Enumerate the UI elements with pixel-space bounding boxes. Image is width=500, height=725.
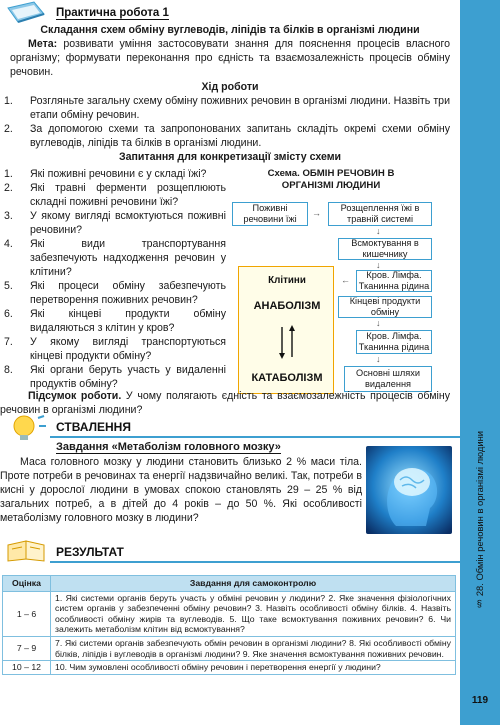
- tasks-cell: 10. Чим зумовлені особливості обміну речовин і перетворення енергії у людини?: [51, 661, 456, 675]
- cells-label: Клітини: [268, 275, 306, 286]
- updown-arrows-icon: [275, 323, 299, 361]
- arrow-down-icon: ↓: [376, 226, 381, 236]
- procedure-title: Хід роботи: [201, 80, 259, 93]
- arrow-down-icon: ↓: [376, 260, 381, 270]
- arrow-left-icon: ←: [341, 275, 350, 285]
- question-item: 8. Які органи беруть участь у видаленні продуктів обміну?: [4, 363, 226, 390]
- tasks-cell: 7. Які системи органів забезпечують обмін речовин в організмі людини? 8. Які особливості обміну білків, ліпідів і вуглеводів в організмі людини? 9. Яке значення всмоктування поживних речовин.: [51, 637, 456, 661]
- question-item: 5. Які процеси обміну забезпечують перетворення поживних речовин?: [4, 279, 226, 306]
- practical-work-header: [0, 0, 460, 24]
- scheme-box-blood-lymph: Кров. Лімфа. Тканинна рідина: [356, 270, 432, 292]
- procedure-item: 1. Розгляньте загальну схему обміну поживних речовин в організмі людини. Назвіть три етапи обміну речовин.: [4, 94, 450, 121]
- work-goal: [10, 38, 450, 80]
- creation-task-title: Завдання «Метаболізм головного мозку»: [56, 441, 281, 453]
- creation-section-bar: [0, 418, 460, 438]
- questions-list: [0, 168, 226, 392]
- procedure-list: [0, 95, 450, 151]
- scheme-box-excretion: Основні шляхи видалення: [344, 366, 432, 392]
- question-item: 3. У якому вигляді всмоктуються поживні речовини?: [4, 209, 226, 236]
- question-item: 7. У якому вигляді транспортуються кінцеві продукти обміну?: [4, 335, 226, 362]
- self-check-table: [2, 575, 456, 675]
- sidebar-chapter-label: § 28. Обмін речовин в організмі людини: [473, 430, 485, 610]
- table-row: [3, 591, 456, 636]
- scheme-box-digestion: Розщеплення їжі в травній системі: [328, 202, 432, 226]
- summary-label: Підсумок роботи.: [28, 390, 122, 402]
- questions-block: [0, 168, 226, 392]
- cells-frame: [238, 266, 334, 394]
- practical-work-title: Практична робота 1: [56, 7, 169, 19]
- goal-text: розвивати уміння застосовувати знання для пояснення процесів власного організму; формувати переконання про єдність та взаємозалежність процесів обміну речовин.: [10, 37, 450, 78]
- scheme-box-blood-lymph-2: Кров. Лімфа. Тканинна рідина: [356, 330, 432, 354]
- table-row: [3, 637, 456, 661]
- procedure-item: 2. За допомогою схеми та запропонованих запитань складіть окремі схеми обміну вуглеводів, ліпідів та білків в організмі людини.: [4, 122, 450, 149]
- scheme-box-absorption: Всмоктування в кишечнику: [338, 238, 432, 260]
- questions-title: Запитання для конкретизації змісту схеми: [118, 150, 342, 163]
- page-number: 119: [471, 694, 489, 706]
- section-divider: [50, 436, 460, 438]
- summary-text: У чому полягають єдність та взаємозалежність процесів обміну речовин в організмі людини?: [0, 390, 450, 416]
- arrow-right-icon: →: [312, 208, 321, 218]
- anabolism-label: АНАБОЛІЗМ: [253, 300, 321, 312]
- arrow-down-icon: ↓: [376, 354, 381, 364]
- table-header-row: [3, 576, 456, 592]
- catabolism-label: КАТАБОЛІЗМ: [251, 372, 323, 384]
- scheme-title: Схема. ОБМІН РЕЧОВИН В ОРГАНІЗМІ ЛЮДИНИ: [267, 168, 395, 191]
- question-item: 2. Які травні ферменти розщеплюють складні поживні речовини їжі?: [4, 181, 226, 208]
- open-book-icon: [4, 535, 48, 563]
- arrow-down-icon: ↓: [376, 318, 381, 328]
- creation-section-title: СТВАЛЕННЯ: [56, 420, 131, 434]
- col-grade: Оцінка: [3, 576, 51, 592]
- scheme-box-nutrients: Поживні речовини їжі: [232, 202, 308, 226]
- table-row: [3, 661, 456, 675]
- grade-cell: 1 – 6: [3, 591, 51, 636]
- page-sidebar: [460, 0, 500, 725]
- tasks-cell: 1. Які системи органів беруть участь у обміні речовин у людини? 2. Яке значення фізіологічних систем органів у забезпеченні обміну речовин? 3. Назвіть особливості обміну білків. 4. Назвіть особливості обміну жирів та вуглеводів. 5. Що таке всмоктування поживних речовин? 6. Чи залежить метаболізм клітин від всмоктування?: [51, 591, 456, 636]
- question-item: 6. Які кінцеві продукти обміну видаляються з клітин у кров?: [4, 307, 226, 334]
- self-check-table-wrap: [2, 575, 456, 675]
- question-item: 1. Які поживні речовини є у складі їжі?: [4, 168, 207, 180]
- scheme-box-end-products: Кінцеві продукти обміну: [338, 296, 432, 318]
- lightbulb-icon: [4, 414, 48, 442]
- section-divider: [50, 561, 460, 563]
- work-subtitle: Складання схем обміну вуглеводів, ліпідів та білків в організмі людини: [40, 24, 420, 36]
- result-section-bar: [0, 543, 460, 563]
- col-tasks: Завдання для самоконтролю: [51, 576, 456, 592]
- goal-label: Мета:: [28, 37, 58, 50]
- result-section-title: РЕЗУЛЬТАТ: [56, 545, 124, 559]
- brain-image: [366, 446, 452, 534]
- grade-cell: 7 – 9: [3, 637, 51, 661]
- question-item: 4. Які види транспортування забезпечують надходження речовин у клітини?: [4, 237, 226, 278]
- metabolism-scheme: [226, 168, 440, 400]
- creation-text: Маса головного мозку у людини становить близько 2 % маси тіла. Проте потреби в речовинах та енергії надзвичайно великі. Так, потреби в кисні у дорослої людини в умовах спокою становлять 29 – 25 % від загальних потреб, а в дітей до 4 років – до 50 %. Які особливості метаболізму головного мозку в людини?: [0, 456, 362, 524]
- practical-work-body: [4, 24, 450, 165]
- work-summary: [0, 390, 450, 418]
- grade-cell: 10 – 12: [3, 661, 51, 675]
